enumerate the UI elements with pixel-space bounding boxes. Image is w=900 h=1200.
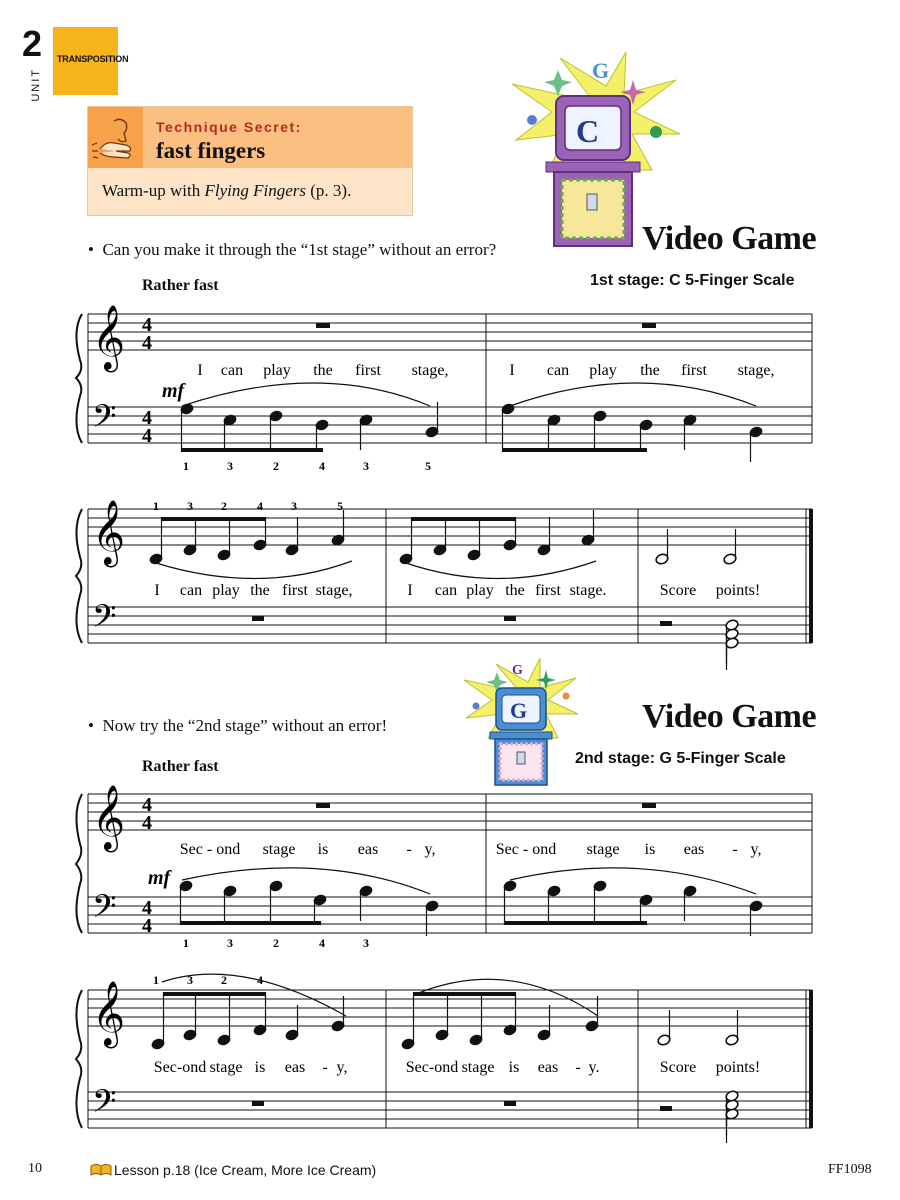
lyric: -: [732, 841, 738, 858]
treble-clef-icon: 𝄞: [92, 983, 126, 1045]
finger-number: 3: [291, 499, 297, 513]
lyric: the: [640, 362, 660, 379]
finger-number: 1: [183, 936, 189, 950]
lyric: -: [322, 1059, 328, 1076]
lyric: first: [282, 582, 308, 599]
finger-number: 4: [319, 936, 325, 950]
music-system-4: [70, 968, 820, 1143]
lyric: is: [317, 841, 329, 858]
lyric: eas: [537, 1059, 559, 1076]
technique-body: [102, 181, 351, 201]
piece-title-1: Video Game: [642, 220, 817, 257]
lyric: is: [644, 841, 656, 858]
top-letter: G: [592, 58, 610, 83]
lyric: I: [154, 582, 160, 599]
whole-rest: [642, 803, 656, 808]
finger-number: 3: [227, 459, 233, 470]
finger-number: 2: [273, 459, 279, 470]
page-number: 10: [28, 1161, 42, 1176]
time-sig-bottom-bass: 4: [142, 425, 152, 447]
whole-rest: [316, 803, 330, 808]
lyric: play: [466, 582, 494, 599]
time-sig-bottom-bass: 4: [142, 915, 152, 937]
lyric: y.: [588, 1059, 600, 1076]
book-icon: [90, 1163, 112, 1177]
lyric: Score: [659, 1059, 697, 1076]
slur: [182, 868, 430, 894]
finger-number: 5: [425, 459, 431, 470]
time-sig-top-bass: 4: [142, 897, 152, 919]
hand-icon: [88, 107, 143, 168]
music-system-3: [70, 780, 820, 955]
bass-clef-icon: 𝄢: [92, 890, 117, 932]
slur: [510, 868, 756, 894]
bullet-2: • Now try the “2nd stage” without an error!: [88, 716, 388, 735]
lyric: is: [254, 1059, 266, 1076]
lyric: stage: [262, 841, 296, 858]
finger-number: 3: [363, 459, 369, 470]
technique-header: [88, 107, 412, 168]
unit-tab: [53, 27, 129, 95]
lyric: points!: [715, 1059, 761, 1076]
whole-rest: [252, 616, 264, 621]
lyric: first: [535, 582, 561, 599]
lyric: stage: [586, 841, 620, 858]
lyric: can: [220, 362, 244, 379]
lyric: -: [575, 1059, 581, 1076]
slur: [416, 979, 598, 1016]
bass-clef-icon: 𝄢: [92, 600, 117, 642]
time-sig-top-bass: 4: [142, 407, 152, 429]
warmup-suffix: (p. 3).: [306, 181, 352, 200]
lyric: play: [212, 582, 240, 599]
lyric: y,: [424, 841, 436, 858]
technique-title: fast fingers: [156, 138, 266, 163]
slur: [510, 383, 756, 406]
lyric: stage: [209, 1059, 243, 1076]
beam: [161, 517, 266, 521]
finger-number: 4: [319, 459, 325, 470]
finger-number: 3: [187, 499, 193, 513]
finger-number: 3: [227, 936, 233, 950]
warmup-piece: Flying Fingers: [204, 181, 307, 200]
whole-rest: [504, 616, 516, 621]
lyric: I: [197, 362, 203, 379]
tempo-marking-1: Rather fast: [142, 277, 219, 294]
lyric: I: [407, 582, 413, 599]
music-system-2: [70, 495, 820, 670]
lyric: the: [313, 362, 333, 379]
time-sig-top: 4: [142, 314, 152, 336]
lyric: can: [546, 362, 570, 379]
lyric: Sec-ond: [405, 1059, 459, 1076]
finger-number: 1: [153, 499, 159, 513]
technique-secret-box: [87, 106, 413, 216]
lyric: -: [406, 841, 412, 858]
lyric: play: [589, 362, 617, 379]
finger-number: 4: [257, 499, 263, 513]
half-rest: [660, 621, 672, 626]
beam: [182, 448, 323, 452]
lyric: eas: [357, 841, 379, 858]
finger-number: 5: [337, 499, 343, 513]
lyric: is: [508, 1059, 520, 1076]
bullet-1: • Can you make it through the “1st stage” without an error?: [88, 240, 497, 259]
lyric: eas: [284, 1059, 306, 1076]
tempo-marking-2: Rather fast: [142, 758, 219, 775]
technique-label: Technique Secret:: [156, 119, 302, 135]
finger-number: 4: [257, 973, 263, 987]
lyric: play: [263, 362, 291, 379]
beam: [505, 921, 647, 925]
lyric: points!: [715, 582, 761, 599]
lesson-reference: Lesson p.18 (Ice Cream, More Ice Cream): [114, 1162, 377, 1178]
unit-tab-label: TRANSPOSITION: [57, 54, 129, 64]
bullet-1-text: Can you make it through the “1st stage” without an error?: [102, 240, 497, 259]
time-sig-bottom: 4: [142, 812, 152, 834]
whole-rest: [252, 1101, 264, 1106]
dynamic-mf: mf: [162, 380, 185, 402]
arcade-illustration-1: [508, 50, 683, 248]
arcade-illustration-2: [462, 658, 580, 786]
lyric: y,: [336, 1059, 348, 1076]
lyric: stage: [461, 1059, 495, 1076]
lyric: Sec - ond: [495, 841, 557, 858]
finger-number: 3: [363, 936, 369, 950]
warmup-prefix: Warm-up with: [102, 181, 205, 200]
half-rest: [660, 1106, 672, 1111]
lyric: first: [355, 362, 381, 379]
slur: [182, 383, 430, 406]
brace: [76, 990, 82, 1128]
beam: [163, 992, 266, 996]
slur: [406, 561, 596, 579]
brace: [76, 794, 82, 933]
bullet-2-text: Now try the “2nd stage” without an error!: [102, 716, 388, 735]
finger-number: 1: [153, 973, 159, 987]
lyric: Sec - ond: [179, 841, 241, 858]
lyric: y,: [750, 841, 762, 858]
finger-number: 3: [187, 973, 193, 987]
lyric: first: [681, 362, 707, 379]
stage-subtitle-2: 2nd stage: G 5-Finger Scale: [575, 750, 786, 767]
lyric: can: [179, 582, 203, 599]
finger-number: 2: [273, 936, 279, 950]
lyric: stage,: [737, 362, 775, 379]
beam: [411, 517, 516, 521]
unit-word: UNIT: [30, 68, 42, 102]
screen-letter: G: [510, 698, 528, 723]
lyric: I: [509, 362, 515, 379]
top-letter: G: [512, 663, 523, 678]
dynamic-mf: mf: [148, 867, 171, 889]
brace: [76, 509, 82, 643]
lyric: can: [434, 582, 458, 599]
lyric: Score: [659, 582, 697, 599]
lyric: Sec-ond: [153, 1059, 207, 1076]
finger-number: 2: [221, 499, 227, 513]
bass-clef-icon: 𝄢: [92, 400, 117, 442]
lyric: eas: [683, 841, 705, 858]
brace: [76, 314, 82, 443]
stage-subtitle-1: 1st stage: C 5-Finger Scale: [590, 272, 795, 289]
music-system-1: [70, 300, 820, 470]
treble-clef-icon: 𝄞: [92, 787, 126, 849]
treble-clef-icon: 𝄞: [92, 307, 126, 369]
whole-rest: [316, 323, 330, 328]
lyric: stage.: [569, 582, 607, 599]
slur: [156, 561, 352, 579]
lyric: the: [505, 582, 525, 599]
unit-number: 2: [22, 23, 43, 64]
finger-number: 1: [183, 459, 189, 470]
lyric: the: [250, 582, 270, 599]
screen-letter: C: [576, 113, 600, 149]
finger-number: 2: [221, 973, 227, 987]
time-sig-top: 4: [142, 794, 152, 816]
beam: [413, 992, 516, 996]
lyric: stage,: [315, 582, 353, 599]
treble-clef-icon: 𝄞: [92, 502, 126, 564]
bass-clef-icon: 𝄢: [92, 1085, 117, 1127]
beam: [503, 448, 647, 452]
lyric: stage,: [411, 362, 449, 379]
book-code: FF1098: [828, 1162, 872, 1177]
time-sig-bottom: 4: [142, 332, 152, 354]
piece-title-2: Video Game: [642, 698, 817, 735]
whole-rest: [642, 323, 656, 328]
whole-rest: [504, 1101, 516, 1106]
beam: [181, 921, 321, 925]
